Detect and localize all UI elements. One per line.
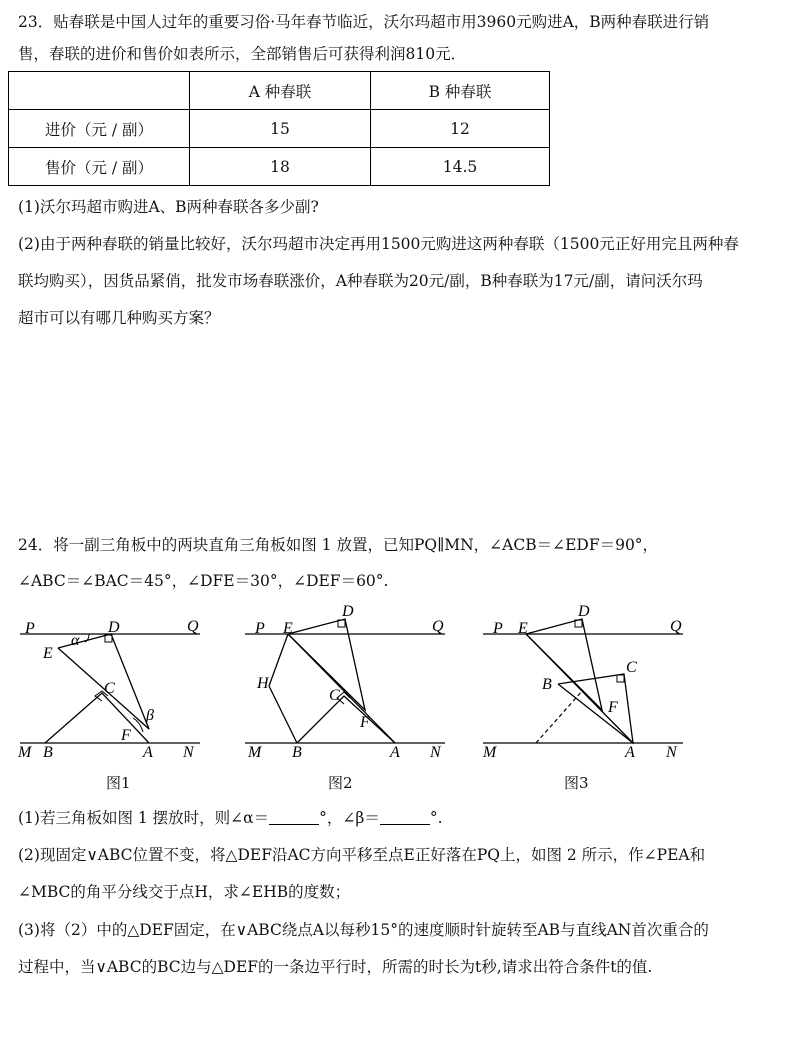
label: D — [342, 603, 354, 620]
figure-3-caption: 图3 — [564, 774, 589, 792]
label: A — [143, 744, 153, 761]
q24-line2: ∠ABC＝∠BAC＝45°，∠DFE＝30°，∠DEF＝60°. — [18, 572, 389, 590]
table-cell: B 种春联 — [371, 72, 550, 110]
figure-2 — [240, 600, 455, 769]
table-cell — [9, 72, 190, 110]
figure-2-caption: 图2 — [328, 774, 353, 792]
label: E — [283, 620, 293, 637]
q23-part2-line1: (2)由于两种春联的销量比较好，沃尔玛超市决定再用1500元购进这两种春联（1500元正好用完且两种春 — [18, 235, 739, 253]
q24-part2-line1: (2)现固定∨ABC位置不变，将△DEF沿AC方向平移至点E正好落在PQ上，如图 2 所示，作∠PEA和 — [18, 846, 706, 864]
figure-1 — [15, 600, 215, 769]
table-cell: 15 — [190, 110, 371, 148]
table-row — [9, 148, 550, 186]
answer-blank-beta[interactable] — [380, 810, 430, 825]
label: Q — [187, 618, 199, 635]
q24-part1-c: °. — [429, 809, 443, 827]
q24-part1 — [18, 806, 443, 828]
q24-line1: 24．将一副三角板中的两块直角三角板如图 1 放置，已知PQ∥MN，∠ACB＝∠EDF＝90°， — [18, 536, 659, 554]
label: D — [108, 619, 120, 636]
label: A — [390, 744, 400, 761]
label: F — [360, 714, 370, 731]
q23-line1: 23．贴春联是中国人过年的重要习俗·马年春节临近，沃尔玛超市用3960元购进A，B两种春联进行销 — [18, 13, 710, 31]
q24-part3-line2: 过程中，当∨ABC的BC边与△DEF的一条边平行时，所需的时长为t秒,请求出符合条件t的值. — [18, 958, 653, 976]
table-row — [9, 72, 550, 110]
q23-part2-line3: 超市可以有哪几种购买方案？ — [18, 309, 220, 327]
label: F — [608, 699, 618, 716]
label: C — [626, 659, 637, 676]
label: N — [430, 744, 441, 761]
table-cell: 进价（元 / 副） — [9, 110, 190, 148]
label: B — [542, 676, 552, 693]
figure-1-caption: 图1 — [106, 774, 131, 792]
q24-part3-line1: (3)将（2）中的△DEF固定，在∨ABC绕点A以每秒15°的速度顺时针旋转至AB与直线AN首次重合的 — [18, 921, 709, 939]
table-cell: 18 — [190, 148, 371, 186]
label: C — [329, 687, 340, 704]
label: N — [183, 744, 194, 761]
label: A — [625, 744, 635, 761]
price-table — [8, 71, 550, 186]
label: D — [578, 603, 590, 620]
label: P — [493, 620, 503, 637]
answer-blank-alpha[interactable] — [269, 810, 319, 825]
label: M — [18, 744, 32, 761]
label: Q — [670, 618, 682, 635]
table-cell: A 种春联 — [190, 72, 371, 110]
label: M — [483, 744, 497, 761]
label: E — [43, 645, 53, 662]
table-cell: 售价（元 / 副） — [9, 148, 190, 186]
label: Q — [432, 618, 444, 635]
label: H — [257, 675, 269, 692]
label: B — [43, 744, 53, 761]
label: E — [518, 620, 528, 637]
q23-part1: (1)沃尔玛超市购进A、B两种春联各多少副? — [18, 198, 319, 216]
q23-line2: 售，春联的进价和售价如表所示，全部销售后可获得利润810元． — [18, 45, 467, 63]
label: B — [292, 744, 302, 761]
table-row — [9, 110, 550, 148]
label: α — [71, 632, 80, 649]
table-cell: 12 — [371, 110, 550, 148]
label: β — [146, 707, 154, 724]
label: C — [104, 680, 115, 697]
q24-part2-line2: ∠MBC的角平分线交于点H，求∠EHB的度数； — [18, 883, 351, 901]
label: F — [121, 727, 131, 744]
q24-part1-a: (1)若三角板如图 1 摆放时，则∠α＝ — [18, 809, 270, 827]
q24-part1-b: °，∠β＝ — [319, 809, 380, 827]
table-cell: 14.5 — [371, 148, 550, 186]
figure-3 — [478, 600, 688, 769]
label: M — [248, 744, 262, 761]
label: P — [255, 620, 265, 637]
label: P — [25, 620, 35, 637]
q23-part2-line2: 联均购买），因货品紧俏，批发市场春联涨价，A种春联为20元/副，B种春联为17元/副，请问沃尔玛 — [18, 272, 703, 290]
label: N — [666, 744, 677, 761]
